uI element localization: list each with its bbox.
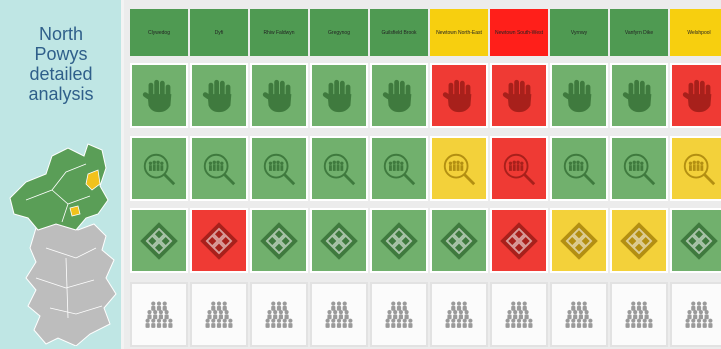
hand-icon <box>680 77 718 115</box>
analysis-grid <box>124 0 721 349</box>
status-cell[interactable] <box>430 136 488 201</box>
title-line: North <box>38 24 83 44</box>
area-column <box>310 0 368 349</box>
area-column <box>190 0 248 349</box>
knot-icon <box>140 222 178 260</box>
hand-icon <box>560 77 598 115</box>
status-cell[interactable] <box>370 63 428 128</box>
map-south-region <box>26 222 116 346</box>
people-group-icon <box>140 296 178 334</box>
area-column <box>250 0 308 349</box>
status-cell[interactable] <box>370 282 428 347</box>
status-cell[interactable] <box>370 136 428 201</box>
status-cell[interactable] <box>610 282 668 347</box>
area-column <box>430 0 488 349</box>
area-header[interactable]: Dyfi <box>190 9 248 56</box>
status-cell[interactable] <box>610 63 668 128</box>
knot-icon <box>500 222 538 260</box>
knot-icon <box>620 222 658 260</box>
knot-icon <box>320 222 358 260</box>
search-people-icon <box>140 150 178 188</box>
area-header[interactable]: Welshpool <box>670 9 721 56</box>
area-header[interactable]: Newtown North-East <box>430 9 488 56</box>
hand-icon <box>260 77 298 115</box>
status-cell[interactable] <box>190 208 248 273</box>
status-cell[interactable] <box>430 208 488 273</box>
people-group-icon <box>500 296 538 334</box>
hand-icon <box>320 77 358 115</box>
status-cell[interactable] <box>430 282 488 347</box>
status-cell[interactable] <box>130 63 188 128</box>
status-cell[interactable] <box>430 63 488 128</box>
hand-icon <box>500 77 538 115</box>
title-line: Powys <box>34 44 88 64</box>
people-group-icon <box>560 296 598 334</box>
knot-icon <box>380 222 418 260</box>
search-people-icon <box>440 150 478 188</box>
people-group-icon <box>200 296 238 334</box>
area-column <box>370 0 428 349</box>
hand-icon <box>380 77 418 115</box>
status-cell[interactable] <box>670 63 721 128</box>
search-people-icon <box>200 150 238 188</box>
hand-icon <box>140 77 178 115</box>
status-cell[interactable] <box>490 282 548 347</box>
status-cell[interactable] <box>130 282 188 347</box>
status-cell[interactable] <box>130 136 188 201</box>
status-cell[interactable] <box>610 208 668 273</box>
search-people-icon <box>320 150 358 188</box>
status-cell[interactable] <box>550 63 608 128</box>
status-cell[interactable] <box>250 136 308 201</box>
status-cell[interactable] <box>670 136 721 201</box>
title-line: detailed <box>29 64 93 84</box>
status-cell[interactable] <box>310 282 368 347</box>
status-cell[interactable] <box>490 136 548 201</box>
status-cell[interactable] <box>190 136 248 201</box>
status-cell[interactable] <box>310 63 368 128</box>
hand-icon <box>200 77 238 115</box>
search-people-icon <box>680 150 718 188</box>
status-cell[interactable] <box>550 208 608 273</box>
status-cell[interactable] <box>190 63 248 128</box>
status-cell[interactable] <box>250 282 308 347</box>
status-cell[interactable] <box>310 136 368 201</box>
people-group-icon <box>440 296 478 334</box>
status-cell[interactable] <box>250 63 308 128</box>
status-cell[interactable] <box>130 208 188 273</box>
status-cell[interactable] <box>550 282 608 347</box>
area-header[interactable]: Rhiw Faldwyn <box>250 9 308 56</box>
area-column <box>610 0 668 349</box>
knot-icon <box>260 222 298 260</box>
hand-icon <box>440 77 478 115</box>
knot-icon <box>560 222 598 260</box>
search-people-icon <box>380 150 418 188</box>
status-cell[interactable] <box>190 282 248 347</box>
status-cell[interactable] <box>670 208 721 273</box>
title-line: analysis <box>28 84 94 104</box>
status-cell[interactable] <box>610 136 668 201</box>
area-column <box>670 0 721 349</box>
area-column <box>550 0 608 349</box>
knot-icon <box>680 222 718 260</box>
people-group-icon <box>320 296 358 334</box>
people-group-icon <box>680 296 718 334</box>
status-cell[interactable] <box>490 208 548 273</box>
area-header[interactable]: Clywedog <box>130 9 188 56</box>
status-cell[interactable] <box>490 63 548 128</box>
map-highlight-area-small <box>70 206 80 216</box>
search-people-icon <box>260 150 298 188</box>
knot-icon <box>440 222 478 260</box>
area-header[interactable]: Newtown South-West <box>490 9 548 56</box>
powys-map <box>6 138 122 346</box>
status-cell[interactable] <box>670 282 721 347</box>
people-group-icon <box>260 296 298 334</box>
search-people-icon <box>620 150 658 188</box>
area-column <box>490 0 548 349</box>
page-title <box>6 24 116 104</box>
status-cell[interactable] <box>370 208 428 273</box>
status-cell[interactable] <box>310 208 368 273</box>
area-header[interactable]: Vanfyrn Dike <box>610 9 668 56</box>
area-header[interactable]: Gregynog <box>310 9 368 56</box>
area-header[interactable]: Vyrnwy <box>550 9 608 56</box>
search-people-icon <box>500 150 538 188</box>
people-group-icon <box>380 296 418 334</box>
search-people-icon <box>560 150 598 188</box>
knot-icon <box>200 222 238 260</box>
status-cell[interactable] <box>550 136 608 201</box>
hand-icon <box>620 77 658 115</box>
area-column <box>130 0 188 349</box>
sidebar <box>0 0 121 349</box>
people-group-icon <box>620 296 658 334</box>
area-header[interactable]: Guilsfield Brook <box>370 9 428 56</box>
status-cell[interactable] <box>250 208 308 273</box>
